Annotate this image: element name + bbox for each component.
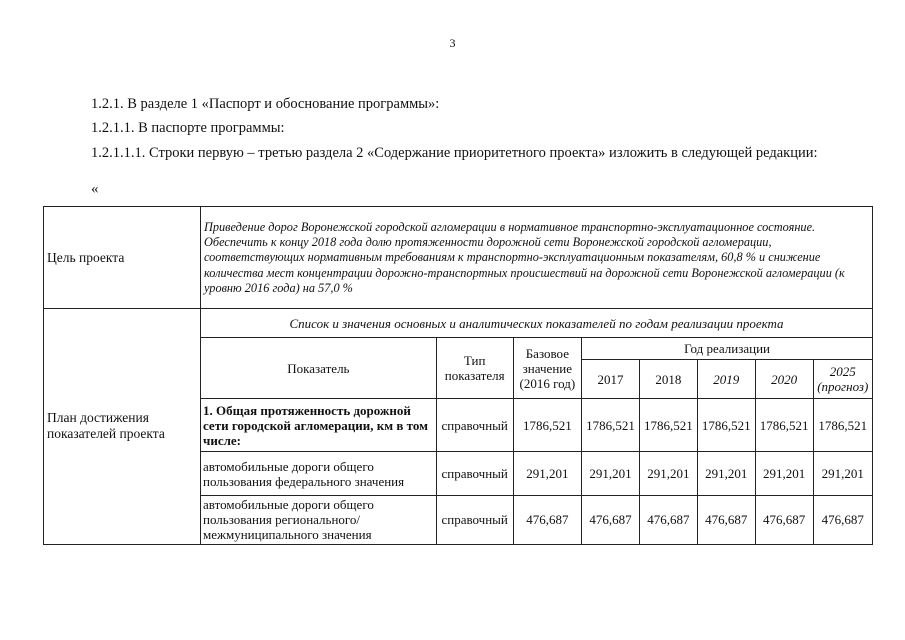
value-2020: 291,201 bbox=[755, 452, 813, 496]
header-2017: 2017 bbox=[582, 360, 640, 399]
value-2017: 291,201 bbox=[582, 452, 640, 496]
goal-text-1: Приведение дорог Воронежской городской агломерации в нормативное транспортно-эксплуатационное состояние. bbox=[204, 219, 816, 234]
indicators-table bbox=[201, 309, 872, 544]
value-2019: 291,201 bbox=[697, 452, 755, 496]
table-row bbox=[201, 452, 872, 496]
value-2019: 476,687 bbox=[697, 496, 755, 544]
value-2020: 1786,521 bbox=[755, 399, 813, 452]
value-2018: 1786,521 bbox=[639, 399, 697, 452]
header-2018: 2018 bbox=[639, 360, 697, 399]
plan-row bbox=[44, 309, 873, 545]
goal-row bbox=[44, 207, 873, 309]
value-2018: 291,201 bbox=[639, 452, 697, 496]
paragraph-rows-amendment: 1.2.1.1.1. Строки первую – третью раздела 2 «Содержание приоритетного проекта» изложить в следующей редакции: bbox=[91, 145, 818, 161]
header-2020: 2020 bbox=[755, 360, 813, 399]
base-value: 1786,521 bbox=[513, 399, 582, 452]
value-2025: 1786,521 bbox=[813, 399, 872, 452]
base-value: 291,201 bbox=[513, 452, 582, 496]
header-indicator: Показатель bbox=[201, 338, 436, 399]
paragraph-passport: 1.2.1.1. В паспорте программы: bbox=[91, 120, 285, 136]
table-row bbox=[201, 399, 872, 452]
page-number: 3 bbox=[449, 36, 456, 50]
value-2025: 476,687 bbox=[813, 496, 872, 544]
indicator-type: справочный bbox=[436, 496, 513, 544]
goal-text-2: Обеспечить к концу 2018 года долю протяженности дорожной сети Воронежской городской агломерации, соответствующих нормативным требованиям к транспортно-эксплуатационным показателям, 60,8 % и снижение количества мест концентрации дорожно-транспортных происшествий на дорожной сети Воронежской агломерации (к уровню 2016 года) на 57,0 % bbox=[204, 235, 845, 295]
base-value: 476,687 bbox=[513, 496, 582, 544]
indicator-type: справочный bbox=[436, 399, 513, 452]
project-passport-table bbox=[43, 206, 873, 545]
indicator-name: 1. Общая протяженность дорожной сети городской агломерации, км в том числе: bbox=[201, 399, 436, 452]
value-2019: 1786,521 bbox=[697, 399, 755, 452]
plan-label: План достижения показателей проекта bbox=[44, 309, 201, 545]
plan-content-cell bbox=[201, 309, 873, 545]
value-2017: 476,687 bbox=[582, 496, 640, 544]
header-2025: 2025 (прогноз) bbox=[813, 360, 872, 399]
opening-quote-mark: « bbox=[91, 181, 99, 197]
header-base: Базовое значение (2016 год) bbox=[513, 338, 582, 399]
value-2018: 476,687 bbox=[639, 496, 697, 544]
goal-label: Цель проекта bbox=[44, 207, 201, 309]
header-year-group: Год реализации bbox=[582, 338, 872, 360]
header-2019: 2019 bbox=[697, 360, 755, 399]
table-row bbox=[201, 496, 872, 544]
indicators-caption: Список и значения основных и аналитических показателей по годам реализации проекта bbox=[201, 309, 872, 338]
value-2017: 1786,521 bbox=[582, 399, 640, 452]
goal-text-cell bbox=[201, 207, 873, 309]
value-2025: 291,201 bbox=[813, 452, 872, 496]
paragraph-section-1: 1.2.1. В разделе 1 «Паспорт и обоснование программы»: bbox=[91, 96, 440, 112]
indicator-name: автомобильные дороги общего пользования регионального/ межмуниципального значения bbox=[201, 496, 436, 544]
indicator-type: справочный bbox=[436, 452, 513, 496]
header-type: Тип показателя bbox=[436, 338, 513, 399]
indicator-name: автомобильные дороги общего пользования федерального значения bbox=[201, 452, 436, 496]
value-2020: 476,687 bbox=[755, 496, 813, 544]
